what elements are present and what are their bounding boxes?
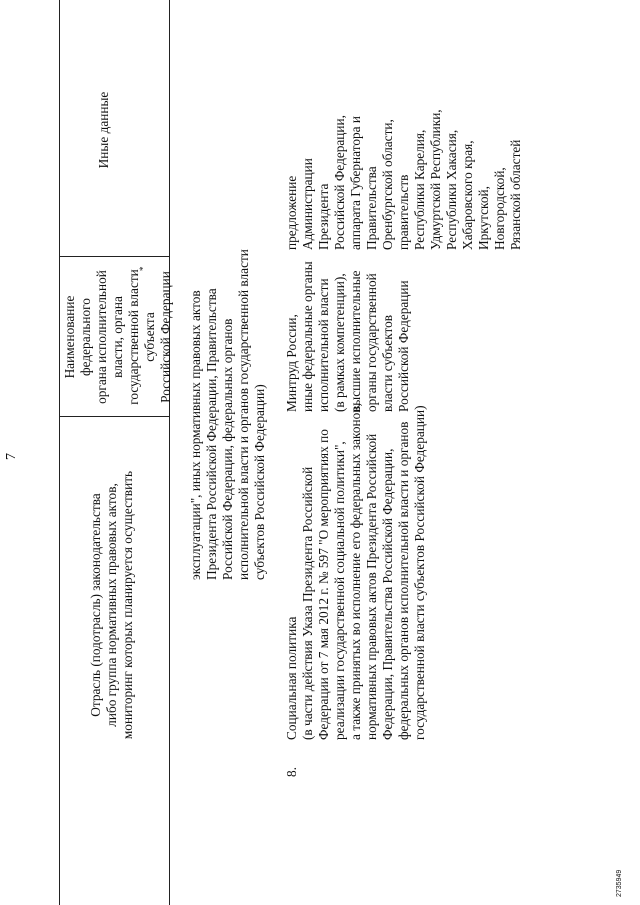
column-divider-sector-authority: [59, 416, 169, 417]
document-code: 2735949: [616, 869, 623, 897]
page-number: 7: [4, 453, 19, 460]
row-other-data-text: предложение Администрации Президента Российской Федерации, аппарата Губернатора и Правительства Оренбургской области, правительств Республики Карелия, Удмуртской Республики, Республики Хакасия, Хабаровского края, Иркутской, Новгородской, Рязанской областей: [284, 109, 523, 250]
footnote-asterisk: *: [138, 266, 148, 271]
row-authority-text: Минтруд России, иные федеральные органы исполнительной власти (в рамках компетенции), высшие исполнительные органы государственной власти субъектов Российской Федерации: [284, 261, 411, 412]
row-sector-text: Социальная политика (в части действия Указа Президента Российской Федерации от 7 мая 2012 г. № 597 "О мероприятиях по реализации государственной социальной политики", а также принятых во исполнение его федеральных законов, нормативных правовых актов Президента Российской Федерации, Правительства Российской Федерации, федеральных органов исполнительной власти и органов государственной власти субъектов Российской Федерации): [284, 403, 427, 740]
header-other-data: Иные данные: [96, 91, 111, 169]
header-authority: [62, 262, 174, 412]
continuation-text: эксплуатации", иных нормативных правовых актов Президента Российской Федерации, Правительства Российской Федерации, федеральных органов исполнительной власти и органов государственной власти субъектов Российской Федерации): [188, 249, 267, 580]
table-header-separator: [169, 0, 170, 905]
table-top-border: [59, 0, 60, 905]
header-sector: Отрасль (подотрасль) законодательства либо группа нормативных правовых актов, мониторинг которых планируется осуществить: [88, 470, 135, 740]
column-divider-authority-other: [59, 256, 169, 257]
header-authority-text: Наименование федерального органа исполнительной власти, органа государственной власти субъекта Российской Федерации: [62, 269, 173, 405]
row-number: 8.: [284, 767, 299, 777]
